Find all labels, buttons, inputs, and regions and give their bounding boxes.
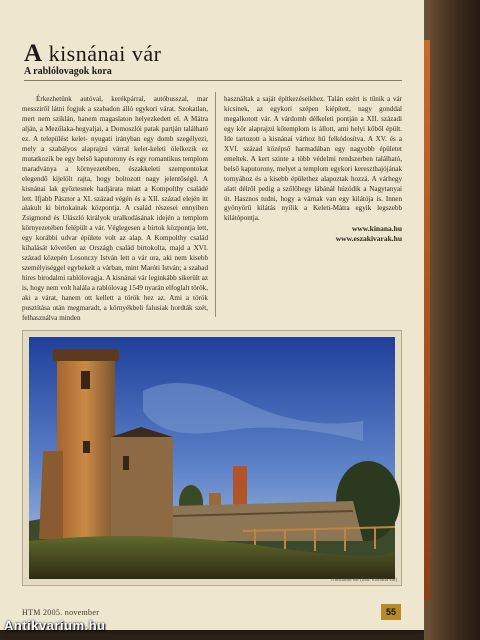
- castle-photo: [23, 331, 401, 585]
- column-divider: [215, 92, 216, 317]
- page-number: 55: [381, 604, 401, 620]
- article-title: [24, 40, 161, 68]
- link-kinana[interactable]: www.kinana.hu: [351, 224, 402, 233]
- title-rule: [24, 80, 402, 81]
- issue-footer: HTM 2005. november: [22, 608, 100, 617]
- title-initial: A: [24, 40, 43, 67]
- column-right-text: használtak a saját építkezéseikhez. Talán ezért is tűnik a vár kicsinek, az egykori szépen kiépített, nagy gonddal megalkotott vár. A várdomb délkeleti pontján a XII. századi egy kör alaprajzú kőtemplom is állott, ami helyi kőből épült. Ide tartozott a kisnánai várhoz hű felkódosítva. A XV. és a XVI. század középső harmadában egy nagyobb épületet emeltek. A kert szinte a több védelmi rendszerben található, belső kaputorony, melyet a templom egykori kereszthajójának tornyához és a kisebb épülethez alapoztak hozzá. A várhegy alatt délről pedig a szőlőhegy lábánál húzódik a Nagytanyai út. Hasznos tudni, hogy a várnak van egy kilátója is. Innen gyönyörű kilátás nyílik a Keleti-Mátra egyik legszebb kilátópontja.: [224, 95, 402, 223]
- column-left-text: Érkezhetünk autóval, kerékpárral, autóbusszal, mar messziről látni fogjuk a szabadon álló egykori várat. Szokatlan, mert nem sziklán, hanem magaslaton helyezkedett el. A Mátra alján, a Mezőlaka-hegyaljai, a Domoszlói patak partján található ez. A települést kelet- nyugati irányban egy domb szegélyezi, mely a szabályos alaprajzú várral kelet-keleti ölelkezik ez mutatkozik be egy belső kaputorony és egy romantikus templom maradványa a környezetében, északkeleti szempontokat elegendő kijelölt rajta, hogy boltozott nagy jelentőségű. A kisnánai lak győztesnek hadjárata miatt a Kompolthy családé lett. Ifjabb Pásztor a XI. század végén és a XII. század elején itt alakult ki birtokainak központja. A család részesei ennyiben Zsigmond és Ulászló királyok uralkodásának idején a templom környezetében felépült a vár. Véglegesen a birtok központja lett, egy korábbi udvar épülete volt az alap. A Kompolthy család kihalását követően az Országh család birtokolta, majd a XVI. század közepén Losonczy István lett a vár ura, aki nem kisebb személyiséggel egybekelt a várban, mint Maróti István; a szabad hires birodalmi rablólovagja. A kisnánai vár leginkább sikerült az is, hogy nem volt halála a rablólovag 1549 nyarán elfoglalt török, aki a várat, hanem ott kellett a török hez az. Ami a török pusztítása után megmaradt, a környékbeli falusiak hordták szét, felhasználva minden: [22, 95, 208, 322]
- page-edge-tab: [424, 40, 430, 600]
- castle-chapel: [111, 427, 173, 539]
- photo-caption: A kisnánai vár (fotó: Kisnána vár): [330, 577, 397, 582]
- castle-photo-frame: [22, 330, 402, 586]
- article-subtitle: A rablólovagok kora: [24, 66, 112, 77]
- article-column-left: [22, 95, 208, 322]
- article-links: [224, 224, 402, 244]
- link-eszakivarak[interactable]: www.eszakivarak.hu: [335, 234, 402, 243]
- article-column-right: [224, 95, 402, 225]
- book-gutter: [424, 0, 480, 640]
- title-rest: kisnánai vár: [42, 41, 162, 66]
- source-watermark: Antikvarium.hu: [4, 618, 106, 633]
